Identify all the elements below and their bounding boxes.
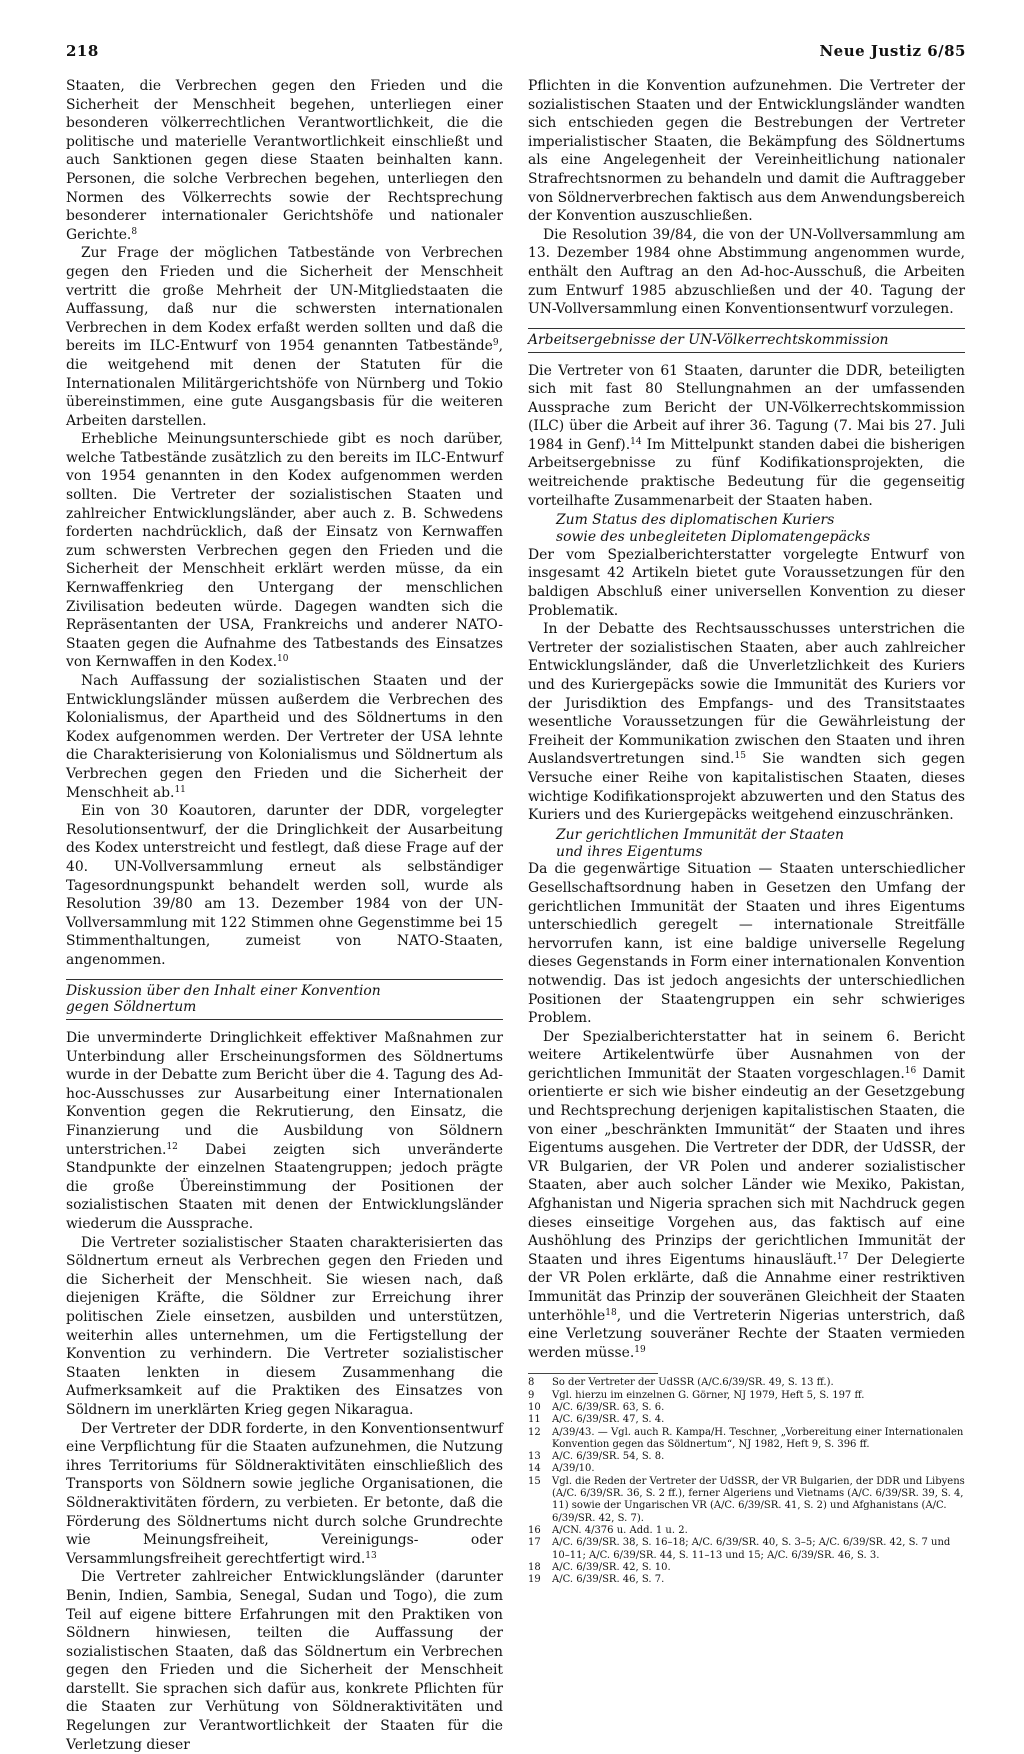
page-header — [66, 42, 966, 64]
journal-title: Neue Justiz 6/85 — [819, 42, 966, 60]
footnotes — [528, 1377, 965, 1586]
subsection-heading: Zur gerichtlichen Immunität der Staaten und ihres Eigentums — [556, 826, 844, 860]
paragraph: In der Debatte des Rechtsausschusses unterstrichen die Vertreter der sozialistischen Staaten, aber auch zahlreicher Entwicklungsländer, daß die Unverletzlichkeit des Kuriers und des Kuriergepäcks sowie die Immunität des Kuriers vor der Jurisdiktion des Empfangs- und des Transitstaates wesentliche Voraussetzungen für die Gewährleistung der Freiheit der Kommunikation zwischen den Staaten und ihren Auslandsvertretungen sind.$^{15}$ Sie wandten sich gegen Versuche einer Reihe von kapitalistischen Staaten, dieses wichtige Kodifikationsprojekt abzuwerten und den Status des Kuriers und des Kuriergepäcks weitgehend einzuschränken. — [528, 621, 965, 824]
section-heading: Arbeitsergebnisse der UN-Völkerrechtskommission — [528, 328, 965, 353]
footnote-ref: 14 — [630, 436, 642, 447]
paragraph: Staaten, die Verbrechen gegen den Frieden und die Sicherheit der Menschheit begehen, unterliegen einer besonderen völkerrechtlichen Verantwortlichkeit, die die politische und materielle Verantwortlichkeit einschließt und auch Sanktionen gegen diese Staaten beinhalten kann. Personen, die solche Verbrechen begehen, unterliegen den Normen des Völkerrechts sowie der Rechtsprechung besonderer internationaler Gerichtshöfe und nationaler Gerichte.$^8$ — [66, 78, 503, 243]
page-number: 218 — [66, 42, 99, 60]
footnote: 19 A/C. 6/39/SR. 46, S. 7. — [528, 1574, 665, 1586]
footnote-ref: 18 — [605, 1307, 617, 1318]
footnote: 10 A/C. 6/39/SR. 63, S. 6. — [528, 1401, 665, 1413]
footnote-ref: 13 — [365, 1550, 377, 1561]
paragraph: Der Vertreter der DDR forderte, in den Konventionsentwurf eine Verpflichtung für die Staaten aufzunehmen, die Nutzung ihres Territoriums für Söldneraktivitäten einschließlich des Transports von Söldnern sowie jegliche Organisationen, die Söldneraktivitäten fördern, zu verbieten. Er betonte, daß die Förderung des Söldnertums nicht durch solche Grundrechte wie Meinungsfreiheit, Vereinigungs- oder Versammlungsfreiheit gerechtfertigt wird.$^{13}$ — [66, 1420, 503, 1567]
paragraph: Die unverminderte Dringlichkeit effektiver Maßnahmen zur Unterbindung aller Erscheinungsformen des Söldnertums wurde in der Debatte zum Bericht über die 4. Tagung des Ad-hoc-Ausschusses zur Ausarbeitung einer Internationalen Konvention gegen die Rekrutierung, den Einsatz, die Finanzierung und die Ausbildung von Söldnern unterstrichen.$^{12}$ Dabei zeigten sich unveränderte Standpunkte der einzelnen Staatengruppen; jedoch prägte die große Übereinstimmung der Positionen der sozialistischen Staaten mit denen der Entwicklungsländer wiederum die Aussprache. — [66, 1030, 503, 1233]
footnote-ref: 11 — [174, 784, 186, 795]
right-column — [528, 77, 965, 1586]
paragraph: Zur Frage der möglichen Tatbestände von Verbrechen gegen den Frieden und die Sicherheit der Menschheit vertritt die große Mehrheit der UN-Mitgliedstaaten die Auffassung, daß nur die schwersten internationalen Verbrechen in dem Kodex erfaßt werden sollten und daß die bereits im ILC-Entwurf von 1954 genannten Tatbestände$^9$, die weitgehend mit denen der Statuten für die Internationalen Militärgerichtshöfe von Nürnberg und Tokio übereinstimmen, eine gute Ausgangsbasis für die weiteren Arbeiten darstellen. — [66, 245, 503, 429]
footnote-ref: 9 — [492, 338, 499, 349]
footnote-divider — [528, 1373, 658, 1374]
left-column — [66, 77, 503, 1754]
paragraph: Erhebliche Meinungsunterschiede gibt es noch darüber, welche Tatbestände zusätzlich zu den bereits im ILC-Entwurf von 1954 genannten in den Kodex aufgenommen werden sollten. Die Vertreter der sozialistischen Staaten und zahlreicher Entwicklungsländer, aber auch z. B. Schwedens forderten nachdrücklich, daß der Einsatz von Kernwaffen zum schwersten Verbrechen gegen den Frieden und die Sicherheit der Menschheit erklärt werden müsse, da ein Kernwaffenkrieg den Untergang der menschlichen Zivilisation bedeuten würde. Dagegen wandten sich die Repräsentanten der USA, Frankreichs und anderer NATO-Staaten gegen die Aufnahme des Tatbestands des Einsatzes von Kernwaffen in den Kodex.$^{10}$ — [66, 431, 503, 671]
paragraph: Die Vertreter sozialistischer Staaten charakterisierten das Söldnertum erneut als Verbrechen gegen den Frieden und die Sicherheit der Menschheit. Sie wiesen nach, daß diejenigen Kräfte, die Söldner zur Erreichung ihrer politischen Ziele einsetzen, ausbilden und unterstützen, weiterhin alles unternehmen, um die Fertigstellung der Konvention zu verhindern. Die Vertreter sozialistischer Staaten lenkten in diesem Zusammenhang die Aufmerksamkeit auf die Praktiken des Einsatzes von Söldnern im unerklärten Krieg gegen Nikaragua. — [66, 1234, 503, 1418]
footnote: 18 A/C. 6/39/SR. 42, S. 10. — [528, 1561, 671, 1573]
footnote-ref: 10 — [277, 654, 289, 665]
section-heading: Diskussion über den Inhalt einer Konvention gegen Söldnertum — [66, 979, 503, 1021]
paragraph: Nach Auffassung der sozialistischen Staaten und der Entwicklungsländer müssen außerdem die Verbrechen des Kolonialismus, der Apartheid und des Söldnertums in den Kodex aufgenommen werden. Der Vertreter der USA lehnte die Charakterisierung von Kolonialismus und Söldnertum als Verbrechen gegen den Frieden und die Sicherheit der Menschheit ab.$^{11}$ — [66, 673, 503, 801]
footnote-ref: 15 — [734, 751, 746, 762]
footnote: 14 A/39/10. — [528, 1463, 595, 1475]
paragraph: Die Vertreter zahlreicher Entwicklungsländer (darunter Benin, Indien, Sambia, Senegal, Sudan und Togo), die zum Teil auf eigene bittere Erfahrungen mit den Praktiken von Söldnern hinwiesen, teilten die Auffassung der sozialistischen Staaten, daß das Söldnertum ein Verbrechen gegen den Frieden und die Sicherheit der Menschheit darstellt. Sie sprachen sich dafür aus, konkrete Pflichten für die Staaten zur Verhütung von Söldneraktivitäten und Regelungen zur Verantwortlichkeit der Staaten für die Verletzung dieser — [66, 1569, 503, 1753]
footnote: 9 Vgl. hierzu im einzelnen G. Görner, NJ 1979, Heft 5, S. 197 ff. — [528, 1389, 865, 1401]
footnote-ref: 8 — [131, 226, 138, 237]
paragraph: Ein von 30 Koautoren, darunter der DDR, vorgelegter Resolutionsentwurf, der die Dringlichkeit der Ausarbeitung des Kodex unterstreicht und festlegt, daß diese Frage auf der 40. UN-Vollversammlung erneut als selbständiger Tagesordnungspunkt behandelt werden soll, wurde als Resolution 39/80 am 13. Dezember 1984 von der UN-Vollversammlung mit 122 Stimmen ohne Gegenstimme bei 15 Stimmenthaltungen, zumeist von NATO-Staaten, angenommen. — [66, 803, 503, 968]
footnote-ref: 16 — [904, 1065, 917, 1076]
footnote: 12 A/39/43. — Vgl. auch R. Kampa/H. Teschner, „Vorbereitung einer Internationalen Konvention gegen das Söldnertum“, NJ 1982, Heft 9, S. 396 ff. — [528, 1426, 964, 1450]
footnote: 17 A/C. 6/39/SR. 38, S. 16–18; A/C. 6/39/SR. 40, S. 3–5; A/C. 6/39/SR. 42, S. 7 und 10–11; A/C. 6/39/SR. 44, S. 11–13 und 15; A/C. 6/39/SR. 46, S. 3. — [528, 1537, 951, 1561]
footnote: 11 A/C. 6/39/SR. 47, S. 4. — [528, 1414, 665, 1426]
footnote: 13 A/C. 6/39/SR. 54, S. 8. — [528, 1451, 665, 1463]
paragraph: Da die gegenwärtige Situation — Staaten unterschiedlicher Gesellschaftsordnung haben in Gesetzen den Umfang der gerichtlichen Immunität der Staaten und ihres Eigentums unterschiedlich geregelt — internationale Streitfälle hervorrufen kann, ist eine baldige universelle Regelung dieses Gegenstands in Form einer internationalen Konvention notwendig. Das ist jedoch angesichts der unterschiedlichen Positionen der Staatengruppen ein sehr schwieriges Problem. — [528, 861, 965, 1027]
paragraph: Der vom Spezialberichterstatter vorgelegte Entwurf von insgesamt 42 Artikeln bietet gute Voraussetzungen für den baldigen Abschluß einer universellen Konvention zu dieser Problematik. — [528, 546, 965, 619]
paragraph: Die Resolution 39/84, die von der UN-Vollversammlung am 13. Dezember 1984 ohne Abstimmung angenommen wurde, enthält den Auftrag an den Ad-hoc-Ausschuß, die Arbeiten zum Entwurf 1985 abzuschließen und der 40. Tagung der UN-Vollversammlung einen Konventionsentwurf vorzulegen. — [528, 226, 965, 318]
paragraph: Der Spezialberichterstatter hat in seinem 6. Bericht weitere Artikelentwürfe über Ausnahmen von der gerichtlichen Immunität der Staaten vorgeschlagen.$^{16}$ Damit orientierte er sich wie bisher eindeutig an der Gesetzgebung und Rechtsprechung derjenigen kapitalistischen Staaten, die von einer „beschränkten Immunität“ der Staaten und ihres Eigentums ausgehen. Die Vertreter der DDR, der UdSSR, der VR Bulgarien, der VR Polen und anderer sozialistischer Staaten, aber auch solcher Länder wie Mexiko, Pakistan, Afghanistan und Nigeria sprachen sich mit Nachdruck gegen dieses einseitige Vorgehen aus, das faktisch auf eine Aushöhlung des Prinzips der gerichtlichen Immunität der Staaten und ihres Eigentums hinausläuft.$^{17}$ Der Delegierte der VR Polen erklärte, daß die Annahme einer restriktiven Immunität das Prinzip der souveränen Gleichheit der Staaten unterhöhle$^{18}$, und die Vertreterin Nigerias unterstrich, daß eine Verletzung souveräner Rechte der Staaten vermieden werden müsse.$^{19}$ — [528, 1028, 966, 1361]
footnote: 15 Vgl. die Reden der Vertreter der UdSSR, der VR Bulgarien, der DDR und Libyens (A/C. 6/39/SR. 36, S. 2 ff.), ferner Algeriens und Vietnams (A/C. 6/39/SR. 39, S. 4, 11) sowie der Ungarischen VR (A/C. 6/39/SR. 41, S. 2) und Afghanistans (A/C. 6/39/SR. 42, S. 7). — [528, 1475, 965, 1524]
paragraph: Die Vertreter von 61 Staaten, darunter die DDR, beteiligten sich mit fast 80 Stellungnahmen an der umfassenden Aussprache zum Bericht der UN-Völkerrechtskommission (ILC) über die Arbeit auf ihrer 36. Tagung (7. Mai bis 27. Juli 1984 in Genf).$^{14}$ Im Mittelpunkt standen dabei die bisherigen Arbeitsergebnisse zu fünf Kodifikationsprojekten, die weitreichende praktische Bedeutung für die gegenseitig vorteilhafte Zusammenarbeit der Staaten haben. — [528, 362, 965, 509]
paragraph: Pflichten in die Konvention aufzunehmen. Die Vertreter der sozialistischen Staaten und der Entwicklungsländer wandten sich entschieden gegen die Bestrebungen der Vertreter imperialistischer Staaten, die Bekämpfung des Söldnertums als eine Angelegenheit der Vereinheitlichung nationaler Strafrechtsnormen zu behandeln und damit die Auftraggeber von Söldnerverbrechen faktisch aus dem Anwendungsbereich der Konvention auszuschließen. — [528, 78, 965, 225]
footnote-ref: 17 — [836, 1251, 849, 1262]
footnote: 8 So der Vertreter der UdSSR (A/C.6/39/SR. 49, S. 13 ff.). — [528, 1377, 834, 1389]
subsection-heading: Zum Status des diplomatischen Kuriers sowie des unbegleiteten Diplomatengepäcks — [556, 512, 871, 546]
footnote-ref: 12 — [166, 1141, 178, 1152]
footnote: 16 A/CN. 4/376 u. Add. 1 u. 2. — [528, 1524, 688, 1536]
footnote-ref: 19 — [634, 1344, 646, 1355]
